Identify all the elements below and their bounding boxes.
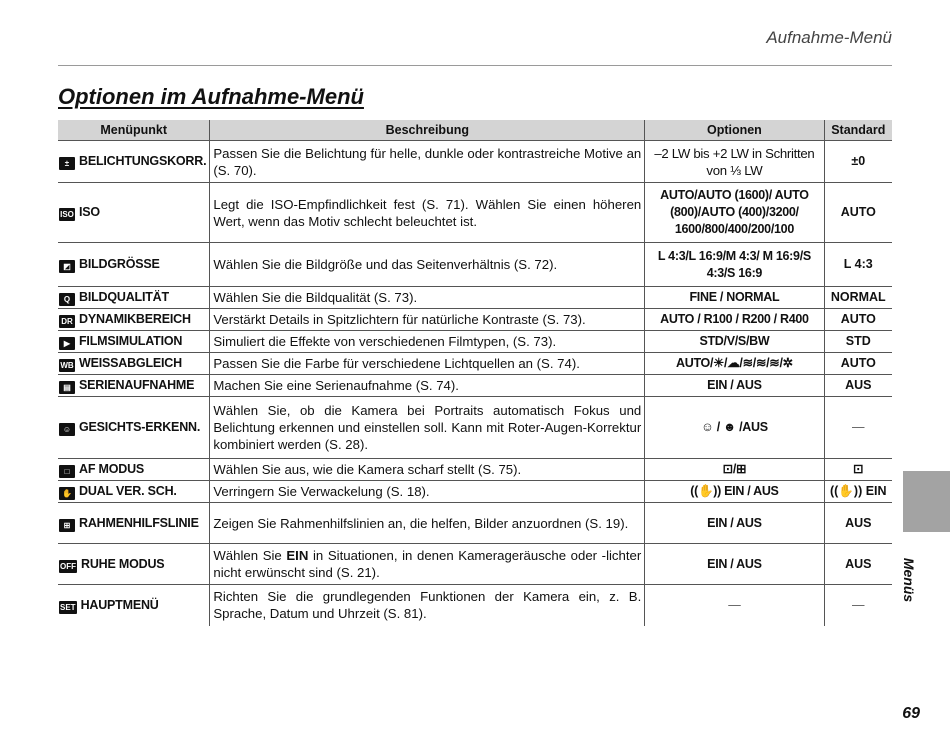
- default-value: AUTO: [824, 183, 892, 243]
- continuous-shooting-icon: ▤: [59, 381, 75, 394]
- menu-item: [58, 375, 210, 397]
- face-detection-icon: ☺: [59, 423, 75, 436]
- default-value: AUTO: [824, 353, 892, 375]
- description: Zeigen Sie Rahmenhilfslinien an, die helfen, Bilder anzuordnen (S. 19).: [210, 503, 645, 544]
- table-row: [58, 141, 892, 183]
- film-simulation-icon: ▶: [59, 337, 75, 350]
- header-rule: [58, 65, 892, 66]
- menu-item-label: RAHMENHILFSLINIE: [79, 515, 199, 530]
- default-value: STD: [824, 331, 892, 353]
- description: Passen Sie die Belichtung für helle, dunkle oder kontrastreiche Motive an (S. 70).: [210, 141, 645, 183]
- table-header-row: [58, 120, 892, 141]
- default-value: L 4:3: [824, 243, 892, 287]
- framing-guideline-icon: ⊞: [59, 519, 75, 532]
- default-value: ⊡: [824, 459, 892, 481]
- table-row: [58, 183, 892, 243]
- menu-item-label: DUAL VER. SCH.: [79, 484, 177, 498]
- default-value: AUTO: [824, 309, 892, 331]
- menu-item-label: BILDGRÖSSE: [79, 257, 160, 271]
- page-number: 69: [902, 705, 920, 722]
- menu-item: [58, 481, 210, 503]
- menu-item-label: RUHE MODUS: [81, 556, 165, 571]
- menu-item-label: HAUPTMENÜ: [80, 597, 159, 612]
- image-stabilization-icon: ✋: [59, 487, 75, 500]
- default-value: —: [824, 585, 892, 626]
- menu-item-label: ISO: [79, 205, 100, 219]
- description: Passen Sie die Farbe für verschiedene Lichtquellen an (S. 74).: [210, 353, 645, 375]
- description: Simuliert die Effekte von verschiedenen Filmtypen, (S. 73).: [210, 331, 645, 353]
- default-value: NORMAL: [824, 287, 892, 309]
- default-value: ±0: [824, 141, 892, 183]
- dynamic-range-icon: DR: [59, 315, 75, 328]
- menu-item-label: BELICHTUNGSKORR.: [79, 154, 207, 168]
- options: —: [645, 585, 824, 626]
- menu-item-label: WEISSABGLEICH: [79, 356, 182, 370]
- side-section-text: Menüs: [901, 557, 917, 603]
- page-title: Optionen im Aufnahme-Menü: [58, 84, 364, 109]
- options: –2 LW bis +2 LW in Schritten von ⅓ LW: [645, 141, 824, 183]
- options: EIN / AUS: [645, 375, 824, 397]
- options: FINE / NORMAL: [645, 287, 824, 309]
- options-table: [58, 120, 892, 626]
- table-row: [58, 585, 892, 626]
- default-value: AUS: [824, 375, 892, 397]
- menu-item-label: BILDQUALITÄT: [79, 290, 169, 304]
- default-value: AUS: [824, 544, 892, 585]
- table-row: [58, 459, 892, 481]
- menu-item-label: SERIENAUFNAHME: [79, 378, 195, 392]
- options: AUTO/AUTO (1600)/ AUTO (800)/AUTO (400)/3200/ 1600/800/400/200/100: [645, 183, 824, 243]
- menu-item-label: AF MODUS: [79, 462, 145, 476]
- col-header-options: Optionen: [645, 120, 824, 141]
- menu-item: [58, 353, 210, 375]
- menu-item: [58, 397, 210, 459]
- exposure-compensation-icon: ±: [59, 157, 75, 170]
- description: Richten Sie die grundlegenden Funktionen der Kamera ein, z. B. Sprache, Datum und Uhrzeit (S. 81).: [210, 585, 645, 626]
- options: ☺ / ☻ /AUS: [645, 397, 824, 459]
- col-header-default: Standard: [824, 120, 892, 141]
- table-row: [58, 243, 892, 287]
- description: Wählen Sie die Bildgröße und das Seitenverhältnis (S. 72).: [210, 243, 645, 287]
- image-size-icon: ◩: [59, 260, 75, 273]
- silent-mode-icon: OFF: [60, 561, 76, 571]
- iso-icon: ISO: [60, 210, 74, 219]
- table-row: [58, 397, 892, 459]
- table-row: [58, 544, 892, 585]
- col-header-description: Beschreibung: [210, 120, 645, 141]
- side-section-label: [899, 545, 919, 615]
- table-row: [58, 353, 892, 375]
- description: Legt die ISO-Empfindlichkeit fest (S. 71). Wählen Sie einen höheren Wert, wenn das Motiv schlecht beleuchtet ist.: [210, 183, 645, 243]
- description: Verstärkt Details in Spitzlichtern für natürliche Kontraste (S. 73).: [210, 309, 645, 331]
- white-balance-icon: WB: [60, 361, 74, 370]
- table-row: [58, 481, 892, 503]
- menu-item: [58, 544, 210, 585]
- af-mode-icon: □: [59, 465, 75, 478]
- col-header-menu-item: Menüpunkt: [58, 120, 210, 141]
- description: [210, 544, 645, 585]
- menu-item: [58, 309, 210, 331]
- menu-item: [58, 287, 210, 309]
- default-value: —: [824, 397, 892, 459]
- description-text: in Situationen, in denen Kamerageräusche oder -lichter nicht erwünscht sind (S. 21).: [213, 548, 642, 580]
- menu-item-label: FILMSIMULATION: [79, 334, 183, 348]
- table-row: [58, 503, 892, 544]
- description: Verringern Sie Verwackelung (S. 18).: [210, 481, 645, 503]
- options: AUTO / R100 / R200 / R400: [645, 309, 824, 331]
- options: AUTO/☀/☁/≋/≋/≋/✲: [645, 353, 824, 375]
- options: STD/V/S/BW: [645, 331, 824, 353]
- running-header: Aufnahme-Menü: [766, 28, 892, 47]
- menu-item-label: DYNAMIKBEREICH: [79, 312, 191, 326]
- menu-item: [58, 141, 210, 183]
- description: Wählen Sie, ob die Kamera bei Portraits automatisch Fokus und Belichtung erkennen und einstellen soll. Kann mit Roter-Augen-Korrektur kombiniert werden (S. 28).: [210, 397, 645, 459]
- section-tab-marker: [903, 471, 950, 532]
- description: Wählen Sie die Bildqualität (S. 73).: [210, 287, 645, 309]
- description-emphasis: EIN: [286, 548, 309, 563]
- table-row: [58, 331, 892, 353]
- options: L 4:3/L 16:9/M 4:3/ M 16:9/S 4:3/S 16:9: [645, 243, 824, 287]
- options: ((✋)) EIN / AUS: [645, 481, 824, 503]
- menu-item: [58, 243, 210, 287]
- menu-item: [58, 459, 210, 481]
- menu-item: [58, 503, 210, 544]
- table-row: [58, 287, 892, 309]
- table-row: [58, 309, 892, 331]
- description-text: Wählen Sie: [213, 548, 287, 563]
- options: EIN / AUS: [645, 503, 824, 544]
- menu-item: [58, 331, 210, 353]
- options: EIN / AUS: [645, 544, 824, 585]
- menu-item: [58, 585, 210, 626]
- default-value: AUS: [824, 503, 892, 544]
- table-row: [58, 375, 892, 397]
- image-quality-icon: Q: [59, 293, 75, 306]
- default-value: ((✋)) EIN: [824, 481, 892, 503]
- menu-item-label: GESICHTS-ERKENN.: [79, 420, 201, 434]
- options: ⊡/⊞: [645, 459, 824, 481]
- description: Wählen Sie aus, wie die Kamera scharf stellt (S. 75).: [210, 459, 645, 481]
- setup-menu-icon: SET: [60, 602, 76, 612]
- menu-item: [58, 183, 210, 243]
- description: Machen Sie eine Serienaufnahme (S. 74).: [210, 375, 645, 397]
